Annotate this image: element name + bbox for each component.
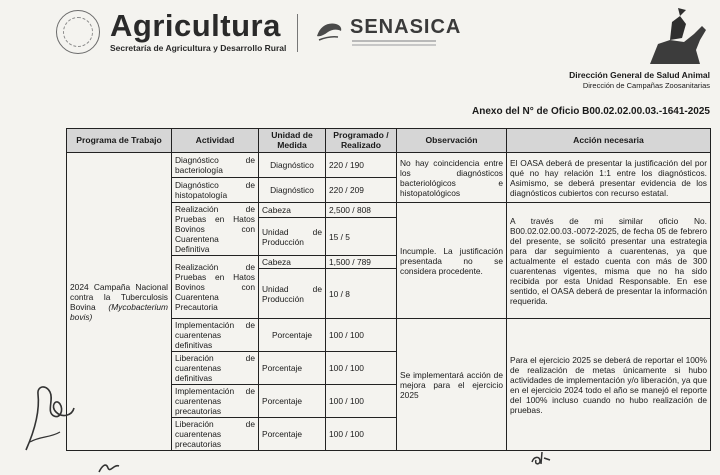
initials-mark-icon [528, 448, 552, 468]
programado-cell: 100 / 100 [326, 418, 397, 451]
actividad-cell: Diagnóstico de bacteriología [172, 153, 259, 178]
table-header-row [67, 129, 711, 153]
anexo-oficio: Anexo del N° de Oficio B00.02.02.00.03.-1641-2025 [471, 106, 710, 117]
brand-title: Agricultura [110, 8, 281, 43]
actividad-cell: Liberación de cuarentenas precautorias [172, 418, 259, 451]
unidad-cell: Diagnóstico [259, 153, 326, 178]
direccion-general: Dirección General de Salud Animal [569, 70, 710, 80]
letterhead [0, 0, 720, 90]
actividad-cell: Implementación de cuarentenas definitivas [172, 319, 259, 352]
actividad-cell: Liberación de cuarentenas definitivas [172, 352, 259, 385]
unidad-cell: Cabeza [259, 256, 326, 269]
senasica-tagline-lines [352, 40, 436, 42]
unidad-cell: Cabeza [259, 203, 326, 218]
direccion-campanas: Dirección de Campañas Zoosanitarias [582, 81, 710, 90]
handwritten-mark-icon [96, 460, 122, 474]
table-row [67, 153, 711, 178]
national-seal-icon [56, 10, 100, 54]
accion-cell: Para el ejercicio 2025 se deberá de reportar el 100% de realización de metas únicamente si hubo actividades de implementación y/o liberación, ya que en el ejercicio 2024 todo el año se manejó el reporte del 100% incluso cuando no hubo realización de pruebas. [507, 319, 711, 451]
unidad-cell: Porcentaje [259, 319, 326, 352]
unidad-cell: Unidad de Producción [259, 218, 326, 256]
brand-subtitle: Secretaría de Agricultura y Desarrollo Rural [110, 43, 287, 53]
observacion-cell: Incumple. La justificación presentada no se considera procedente. [397, 203, 507, 319]
accion-cell: El OASA deberá de presentar la justificación del por qué no hay relación 1:1 entre los diagnósticos. Asimismo, se deberá presentar evidencia de los diagnósticos cubiertos con recurso estatal. [507, 153, 711, 203]
actividad-cell: Realización de Pruebas en Hatos Bovinos con Cuarentena Definitiva [172, 203, 259, 256]
unidad-cell: Unidad de Producción [259, 269, 326, 319]
horse-rider-emblem-icon [640, 4, 710, 68]
unidad-cell: Diagnóstico [259, 178, 326, 203]
senasica-logo-icon [314, 18, 344, 44]
programado-cell: 100 / 100 [326, 319, 397, 352]
col-header-actividad: Actividad [172, 129, 259, 153]
header-divider [297, 14, 298, 52]
programado-cell: 15 / 5 [326, 218, 397, 256]
unidad-cell: Porcentaje [259, 352, 326, 385]
observacion-cell: No hay coincidencia entre los diagnósticos bacteriológicos e histopatológicos [397, 153, 507, 203]
senasica-title: SENASICA [350, 16, 462, 38]
accion-cell: A través de mi similar oficio No. B00.02.02.00.03.-0072-2025, de fecha 05 de febrero del presente, se solicitó presentar una estrategia para dar seguimiento a cuarentenas, ya que actualmente el estado cuenta con más de 300 cuarentenas vigentes, misma que no ha sido recibida por esta Unidad Responsable. En ese sentido, el OASA deberá de presentar la información requerida. [507, 203, 711, 319]
col-header-accion: Acción necesaria [507, 129, 711, 153]
actividad-cell: Implementación de cuarentenas precautorias [172, 385, 259, 418]
unidad-cell: Porcentaje [259, 418, 326, 451]
col-header-programa: Programa de Trabajo [67, 129, 172, 153]
programado-cell: 10 / 8 [326, 269, 397, 319]
observacion-cell: Se implementará acción de mejora para el ejercicio 2025 [397, 319, 507, 451]
programa-species: (Mycobacterium bovis) [70, 301, 168, 322]
programado-cell: 1,500 / 789 [326, 256, 397, 269]
col-header-observacion: Observación [397, 129, 507, 153]
programado-cell: 100 / 100 [326, 352, 397, 385]
handwritten-signature-icon [20, 372, 80, 456]
programado-cell: 220 / 190 [326, 153, 397, 178]
actividad-cell: Diagnóstico de histopatología [172, 178, 259, 203]
programado-cell: 2,500 / 808 [326, 203, 397, 218]
actividad-cell: Realización de Pruebas en Hatos Bovinos con Cuarentena Precautoria [172, 256, 259, 319]
unidad-cell: Porcentaje [259, 385, 326, 418]
programa-text: 2024 Campaña Nacional contra la Tuberculosis Bovina [70, 281, 168, 312]
col-header-unidad: Unidad de Medida [259, 129, 326, 153]
col-header-programado: Programado / Realizado [326, 129, 397, 153]
programado-cell: 220 / 209 [326, 178, 397, 203]
program-table [66, 128, 711, 451]
programa-cell [67, 153, 172, 451]
programado-cell: 100 / 100 [326, 385, 397, 418]
